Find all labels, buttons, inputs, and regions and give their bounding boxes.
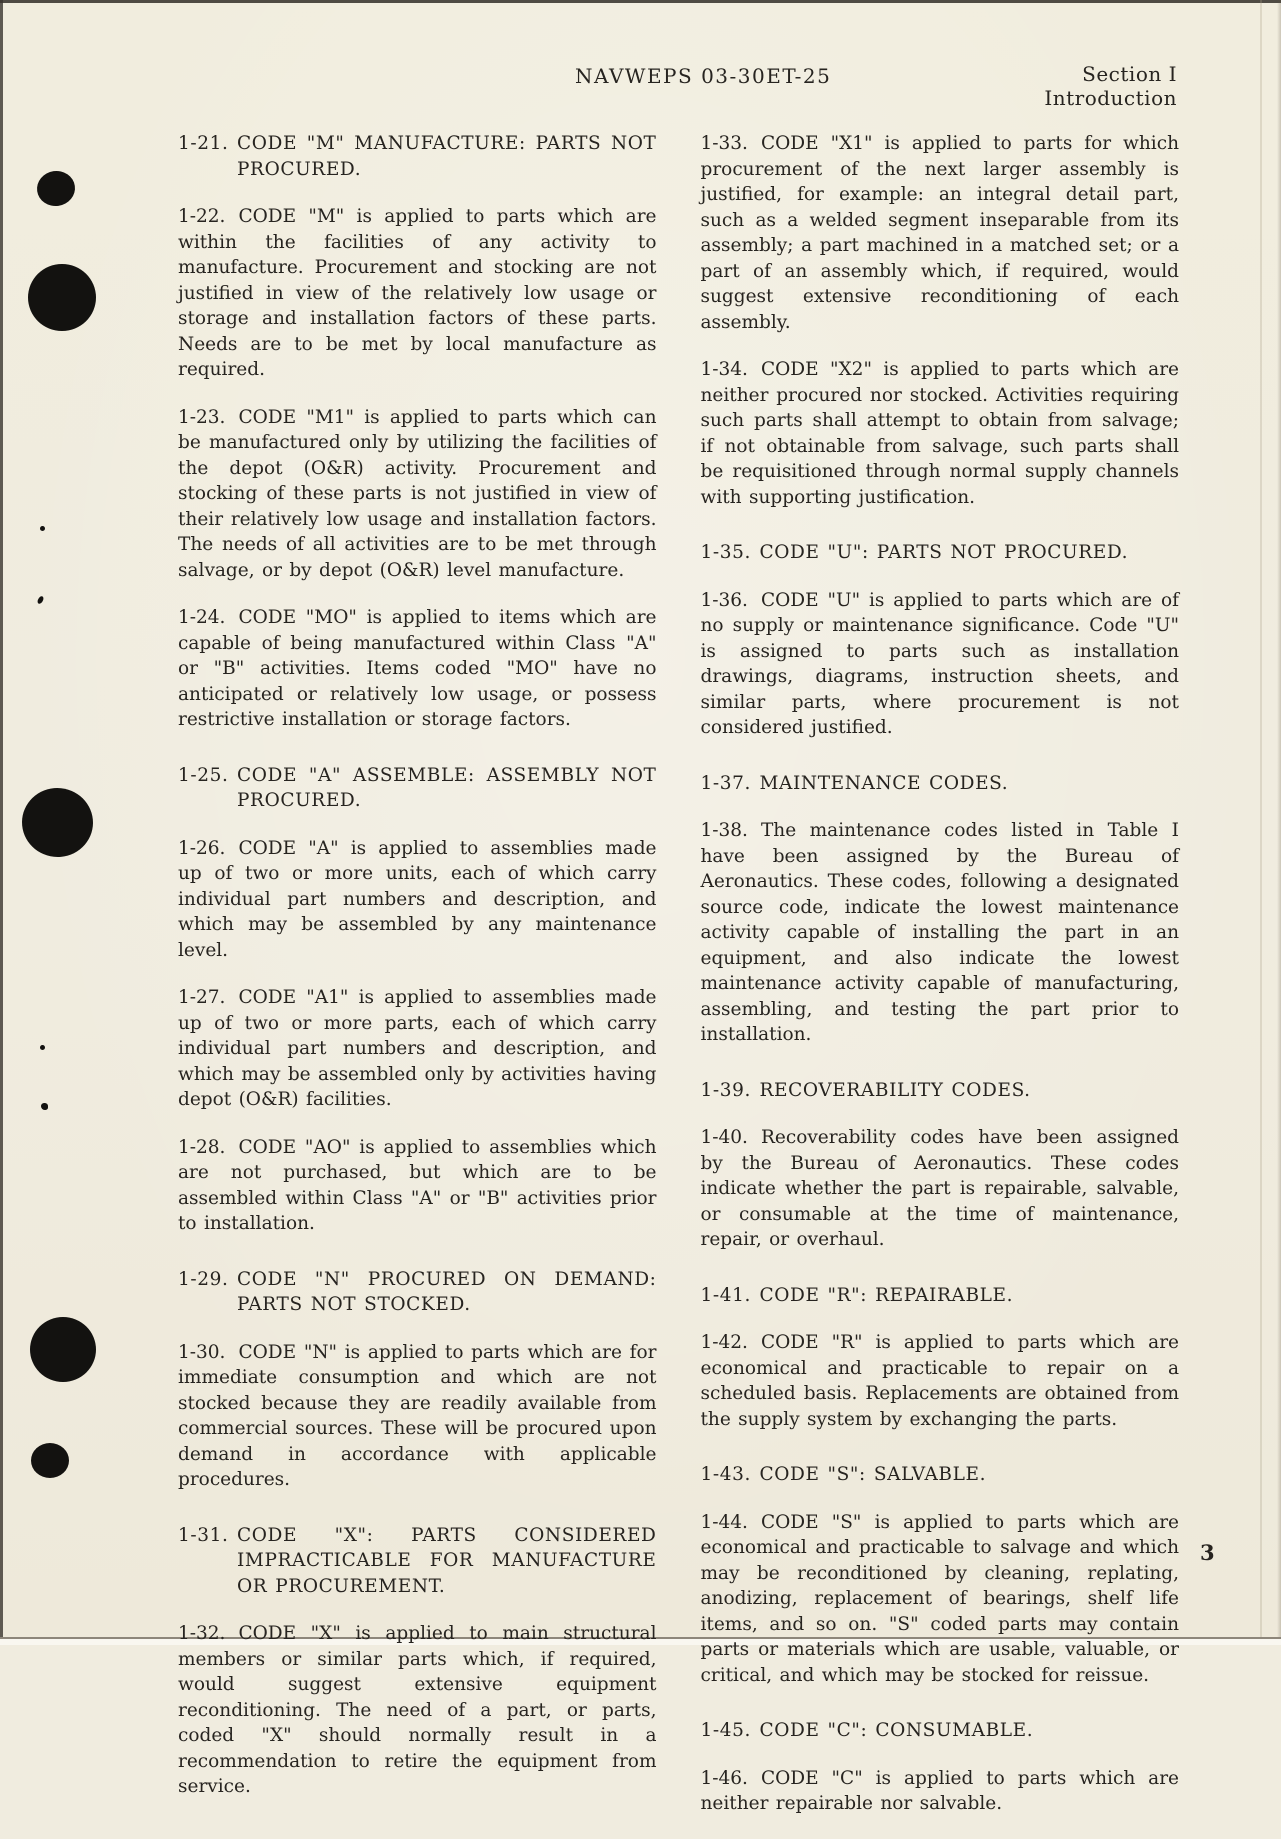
paragraph-1-34: [701, 357, 1180, 510]
paragraph-1-41: [701, 1283, 1180, 1309]
page-fold-line: [1260, 0, 1262, 1645]
paragraph-1-25: [178, 763, 657, 814]
left-column: [178, 131, 657, 1839]
paragraph-text: CODE "M" MANUFACTURE: PARTS NOT PROCURED.: [237, 133, 657, 180]
paragraph-number: 1-29.: [178, 1268, 229, 1290]
paragraph-number: 1-43.: [700, 1464, 751, 1485]
paragraph-1-44: [701, 1510, 1180, 1689]
paragraph-number: 1-33.: [700, 133, 748, 154]
paragraph-1-35: [701, 540, 1180, 566]
paragraph-number: 1-26.: [178, 837, 226, 859]
paragraph-text: CODE "C" is applied to parts which are neither repairable nor salvable.: [700, 1767, 1179, 1814]
paragraph-1-39: [701, 1078, 1180, 1104]
paragraph-number: 1-25.: [178, 764, 229, 786]
paragraph-text: CODE "N" is applied to parts which are for immediate consumption and which are not stocked because they are readily available from commercial sources. These will be procured upon demand in accordance with applicable procedures.: [178, 1341, 657, 1490]
paragraph-number: 1-23.: [178, 406, 226, 428]
paragraph-1-21: [178, 131, 657, 182]
paragraph-text: CODE "AO" is applied to assemblies which are not purchased, but which are to be assembled within Class "A" or "B" activities prior to installation.: [178, 1136, 657, 1234]
paragraph-1-32: [178, 1621, 657, 1800]
paragraph-1-22: [178, 204, 657, 383]
ink-speck: [40, 526, 45, 531]
ink-blot: [30, 1317, 96, 1382]
paragraph-1-26: [178, 836, 657, 964]
paragraph-number: 1-24.: [178, 607, 226, 628]
paragraph-number: 1-37.: [700, 772, 751, 794]
paragraph-number: 1-44.: [700, 1511, 748, 1533]
paragraph-number: 1-21.: [178, 133, 229, 154]
paragraph-text: CODE "N" PROCURED ON DEMAND: PARTS NOT STOCKED.: [237, 1268, 657, 1315]
paragraph-1-36: [701, 588, 1180, 741]
paragraph-text: CODE "MO" is applied to items which are capable of being manufactured within Class "A" or "B" activities. Items coded "MO" have no anticipated or relatively low usage, or possess restrictive installation or storage factors.: [178, 607, 657, 730]
paragraph-number: 1-35.: [700, 542, 751, 563]
paragraph-text: MAINTENANCE CODES.: [759, 772, 1009, 794]
paragraph-text: CODE "C": CONSUMABLE.: [759, 1720, 1034, 1741]
ink-blot: [35, 169, 78, 209]
section-title: Section I: [1082, 62, 1177, 86]
paragraph-1-37: [701, 771, 1180, 797]
two-column-text: [178, 131, 1179, 1839]
paragraph-text: CODE "X" is applied to main structural members or similar parts which, if required, would suggest extensive equipment reconditioning. The need of a part, or parts, coded "X" should normally result in a recommendation to retire the equipment from service.: [178, 1623, 657, 1797]
scan-edge-right: [1277, 0, 1281, 1645]
scan-edge-top: [0, 0, 1281, 3]
paragraph-1-46: [701, 1766, 1180, 1817]
paragraph-number: 1-40.: [700, 1127, 748, 1148]
paragraph-text: CODE "A1" is applied to assemblies made up of two or more parts, each of which carry individual part numbers and description, and which may be assembled only by activities having depot (O&R) facilities.: [178, 987, 657, 1110]
paragraph-number: 1-36.: [700, 589, 748, 611]
paragraph-number: 1-31.: [178, 1524, 229, 1546]
ink-blot: [19, 784, 97, 860]
paragraph-text: CODE "R": REPAIRABLE.: [759, 1284, 1014, 1306]
page-number: 3: [1200, 1540, 1216, 1565]
paragraph-number: 1-27.: [178, 987, 226, 1008]
paragraph-number: 1-28.: [178, 1136, 226, 1158]
section-subtitle: Introduction: [1044, 86, 1177, 110]
paragraph-text: CODE "X2" is applied to parts which are neither procured nor stocked. Activities requiring such parts shall attempt to obtain from salvage; if not obtainable from salvage, such parts shall be requisitioned through normal supply channels with supporting justification.: [700, 359, 1179, 508]
paragraph-number: 1-22.: [178, 206, 226, 227]
paragraph-1-27: [178, 985, 657, 1113]
paragraph-text: CODE "A" is applied to assemblies made up of two or more units, each of which carry individual part numbers and description, and which may be assembled by any maintenance level.: [178, 837, 657, 961]
paragraph-text: Recoverability codes have been assigned by the Bureau of Aeronautics. These codes indicate whether the part is repairable, salvable, or consumable at the time of maintenance, repair, or overhaul.: [700, 1127, 1179, 1250]
paragraph-1-38: [701, 818, 1180, 1048]
paragraph-number: 1-30.: [178, 1341, 226, 1363]
paragraph-1-31: [178, 1523, 657, 1600]
paragraph-number: 1-34.: [700, 359, 748, 380]
ink-speck: [37, 595, 44, 604]
paragraph-1-42: [701, 1330, 1180, 1432]
paragraph-1-23: [178, 405, 657, 584]
ink-blot: [31, 1443, 69, 1478]
paragraph-1-29: [178, 1267, 657, 1318]
paragraph-text: CODE "X1" is applied to parts for which procurement of the next larger assembly is justified, for example: an integral detail part, such as a welded segment inseparable from its assembly; a part machined in a matched set; or a part of an assembly which, if required, would suggest extensive reconditioning of each assembly.: [700, 133, 1179, 333]
paragraph-1-24: [178, 605, 657, 733]
paragraph-number: 1-41.: [700, 1284, 751, 1306]
paragraph-1-40: [701, 1125, 1180, 1253]
paragraph-text: CODE "M" is applied to parts which are within the facilities of any activity to manufacture. Procurement and stocking are not justified in view of the relatively low usage or storage and installation factors of these parts. Needs are to be met by local manufacture as required.: [178, 206, 657, 380]
scan-edge-left: [0, 0, 3, 1645]
paragraph-number: 1-46.: [700, 1767, 748, 1789]
ink-blot: [28, 264, 96, 331]
paragraph-text: CODE "S": SALVABLE.: [759, 1464, 987, 1485]
paragraph-1-43: [701, 1462, 1180, 1488]
right-column: [701, 131, 1180, 1839]
paragraph-text: CODE "M1" is applied to parts which can be manufactured only by utilizing the facilities of the depot (O&R) activity. Procurement and stocking of these parts is not justified in view of their relatively low usage and installation factors. The needs of all activities are to be met through salvage, or by depot (O&R) level manufacture.: [178, 406, 657, 581]
paragraph-number: 1-32.: [178, 1623, 226, 1644]
document-number: NAVWEPS 03-30ET-25: [575, 64, 832, 88]
paragraph-text: RECOVERABILITY CODES.: [759, 1079, 1031, 1101]
paragraph-text: CODE "S" is applied to parts which are economical and practicable to salvage and which may be reconditioned by cleaning, replating, anodizing, replacement of bearings, shelf life items, and so on. "S" coded parts may contain parts or materials which are usable, valuable, or critical, and which may be stocked for reissue.: [700, 1511, 1179, 1686]
paragraph-number: 1-42.: [700, 1332, 748, 1353]
paragraph-1-33: [701, 131, 1180, 335]
paragraph-text: CODE "A" ASSEMBLE: ASSEMBLY NOT PROCURED.: [237, 764, 657, 811]
ink-speck: [40, 1045, 45, 1050]
paragraph-text: CODE "U" is applied to parts which are of no supply or maintenance significance. Code "U" is assigned to parts such as installation drawings, diagrams, instruction sheets, and similar parts, where procurement is not considered justified.: [700, 589, 1179, 738]
paragraph-number: 1-38.: [700, 820, 748, 841]
paragraph-text: CODE "X": PARTS CONSIDERED IMPRACTICABLE FOR MANUFACTURE OR PROCUREMENT.: [237, 1524, 657, 1597]
section-header: [1044, 62, 1177, 110]
paragraph-text: The maintenance codes listed in Table I have been assigned by the Bureau of Aeronautics. These codes, following a designated source code, indicate the lowest maintenance activity capable of installing the part in an equipment, and also indicate the lowest maintenance activity capable of manufacturing, assembling, and testing the part prior to installation.: [700, 820, 1179, 1045]
paragraph-number: 1-39.: [700, 1079, 751, 1101]
paragraph-1-28: [178, 1135, 657, 1237]
ink-speck: [41, 1103, 48, 1110]
paragraph-1-30: [178, 1340, 657, 1493]
paragraph-text: CODE "R" is applied to parts which are economical and practicable to repair on a scheduled basis. Replacements are obtained from the supply system by exchanging the parts.: [700, 1332, 1179, 1430]
paragraph-1-45: [701, 1718, 1180, 1744]
paragraph-text: CODE "U": PARTS NOT PROCURED.: [759, 542, 1129, 563]
paragraph-number: 1-45.: [700, 1720, 751, 1741]
